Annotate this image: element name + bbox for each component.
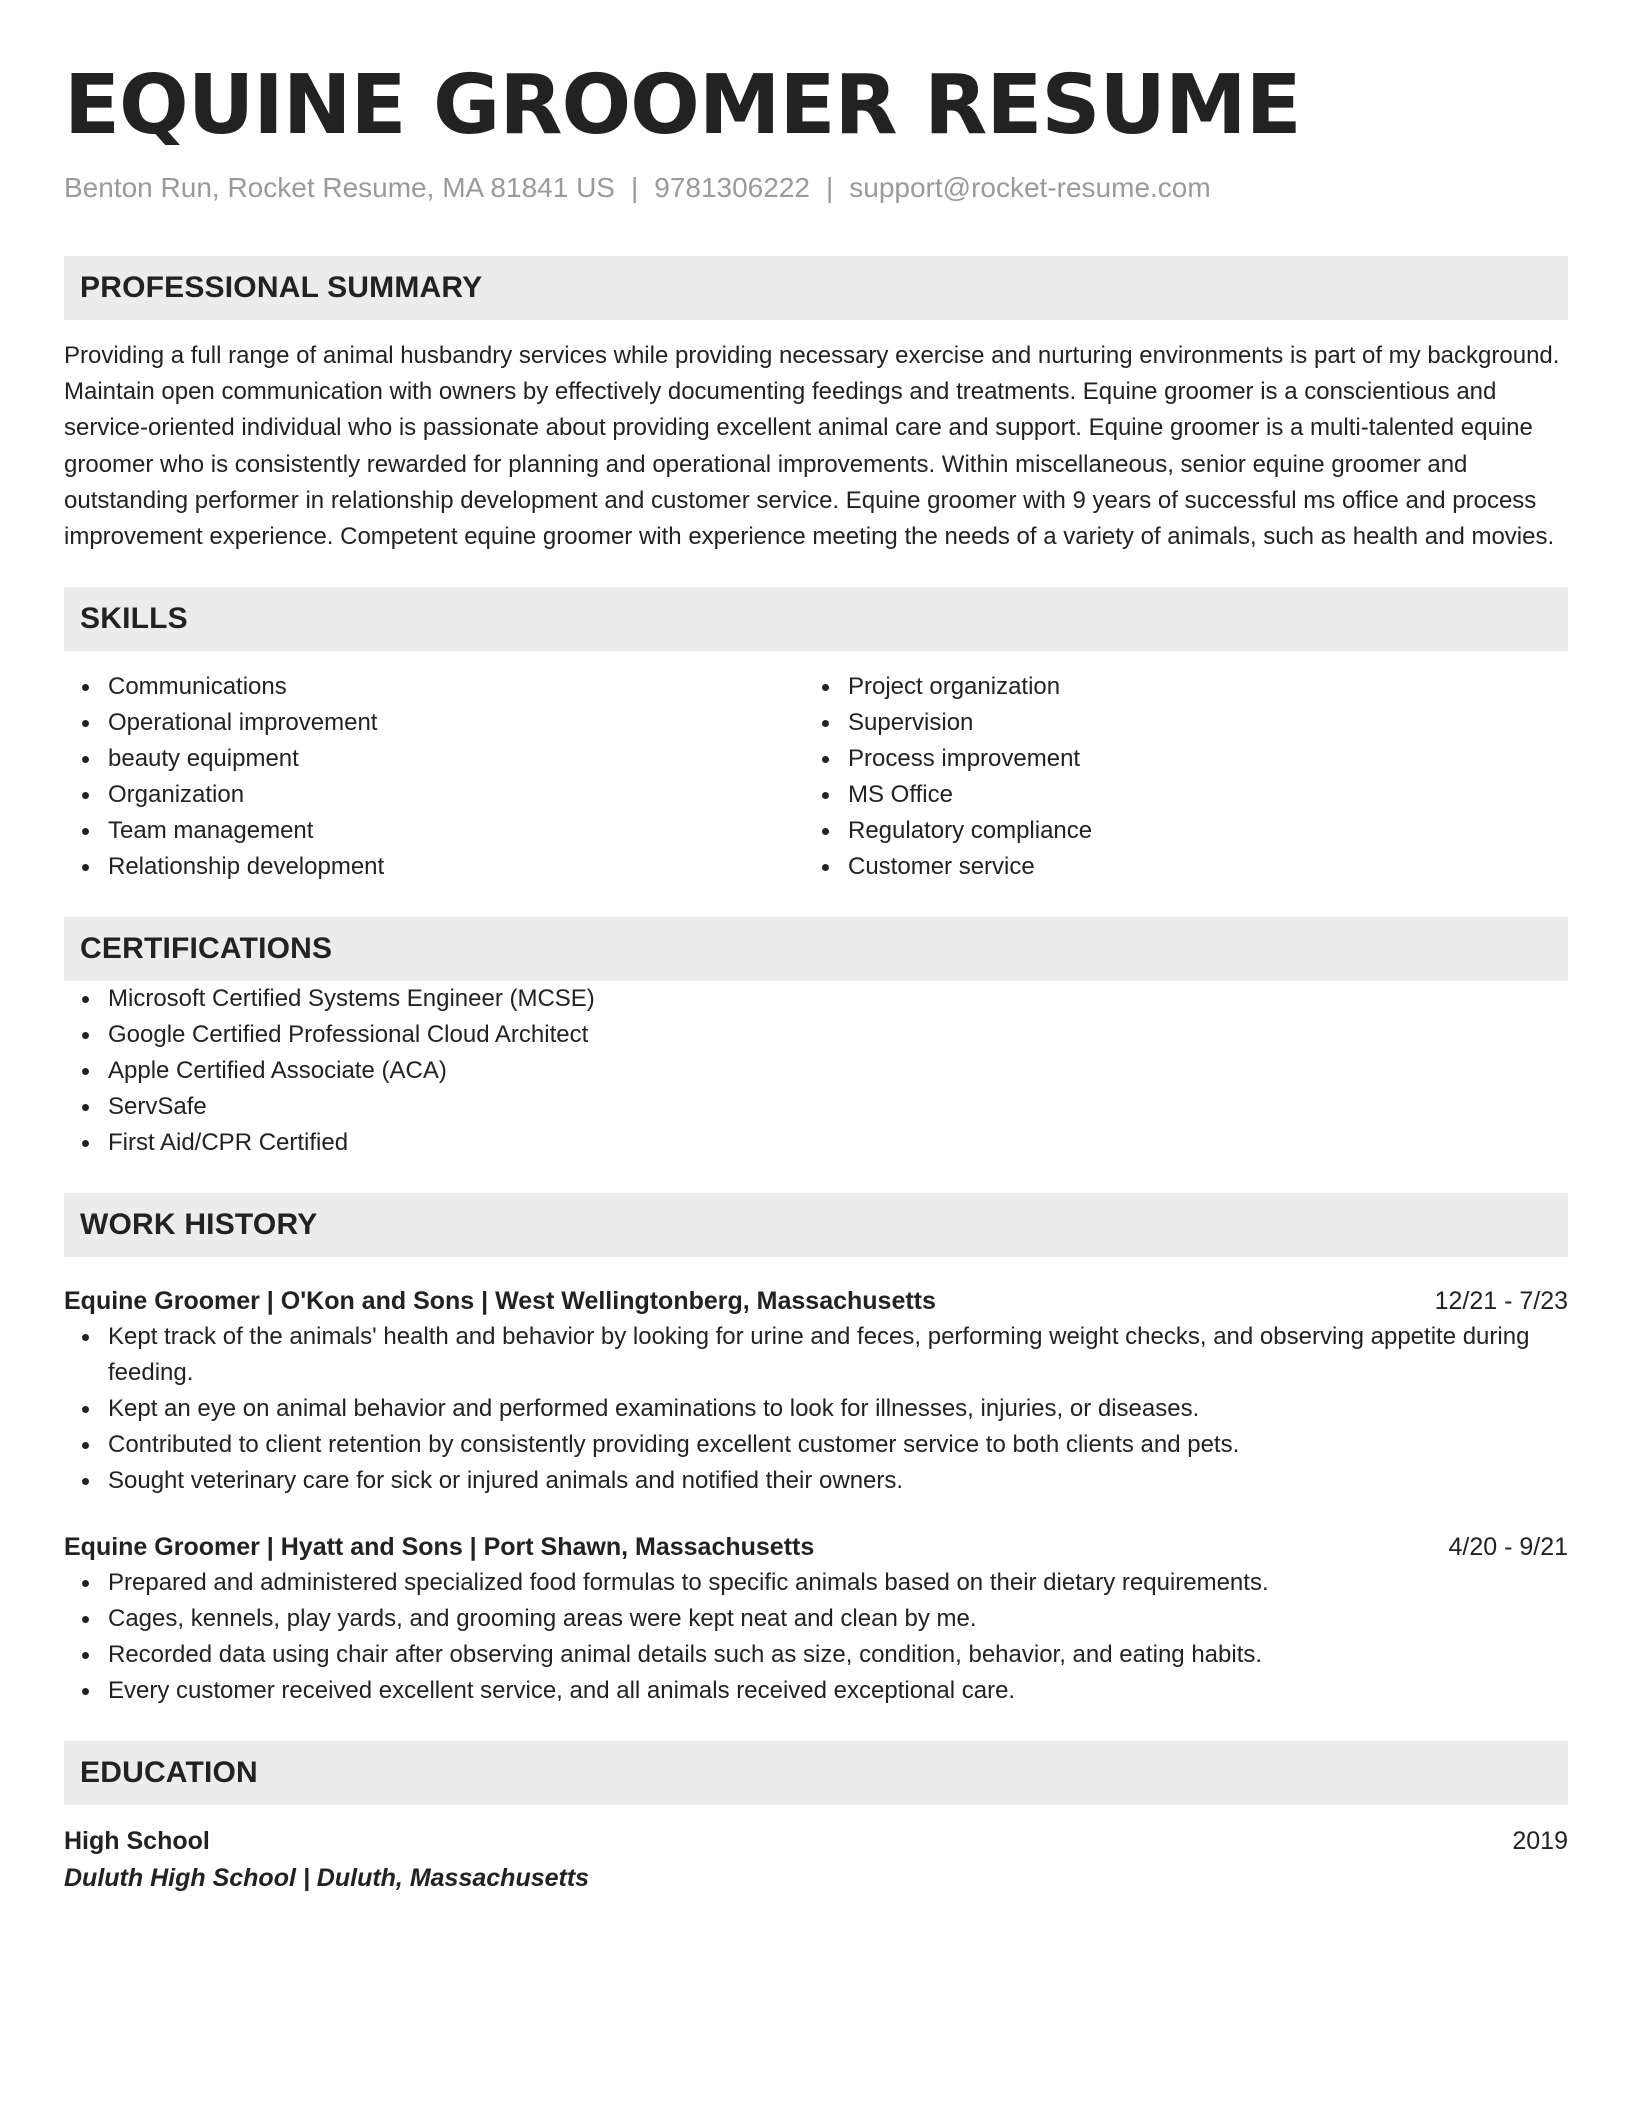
job-duty-item: Kept track of the animals' health and behavior by looking for urine and feces, performing weight checks, and observing appetite during feeding.	[64, 1319, 1568, 1391]
contact-address: Benton Run, Rocket Resume, MA 81841 US	[64, 172, 615, 203]
education-school: Duluth High School | Duluth, Massachusetts	[64, 1864, 590, 1893]
job-duty-item: Every customer received excellent service, and all animals received exceptional care.	[64, 1673, 1568, 1709]
job-duty-item: Recorded data using chair after observing animal details such as size, condition, behavior, and eating habits.	[64, 1637, 1568, 1673]
education-year: 2019	[1512, 1827, 1568, 1856]
job-duty-item: Prepared and administered specialized food formulas to specific animals based on their dietary requirements.	[64, 1565, 1568, 1601]
contact-separator: |	[630, 172, 639, 203]
skill-item: Supervision	[804, 705, 1544, 741]
section-header-summary: PROFESSIONAL SUMMARY	[64, 256, 1568, 320]
section-header-work-history: WORK HISTORY	[64, 1193, 1568, 1257]
skill-item: MS Office	[804, 777, 1544, 813]
job-header	[64, 1283, 1568, 1319]
skill-item: Relationship development	[64, 849, 804, 885]
summary-text: Providing a full range of animal husbandry services while providing necessary exercise and nurturing environments is part of my background. Maintain open communication with owners by effectively documenting feedings and treatments. Equine groomer is a conscientious and service-oriented individual who is passionate about providing excellent animal care and support. Equine groomer is a multi-talented equine groomer who is consistently rewarded for planning and operational improvements. Within miscellaneous, senior equine groomer and outstanding performer in relationship development and customer service. Equine groomer with 9 years of successful ms office and process improvement experience. Competent equine groomer with experience meeting the needs of a variety of animals, such as health and movies.	[64, 342, 1560, 551]
education-header	[64, 1823, 1568, 1860]
resume-title: EQUINE GROOMER RESUME	[64, 58, 1301, 153]
contact-email: support@rocket-resume.com	[849, 172, 1211, 203]
job-duties-list	[64, 1319, 1568, 1499]
job-duty-item: Contributed to client retention by consistently providing excellent customer service to both clients and pets.	[64, 1427, 1568, 1463]
skill-item: beauty equipment	[64, 741, 804, 777]
skill-item: Team management	[64, 813, 804, 849]
skill-item: Customer service	[804, 849, 1544, 885]
skills-column-right	[804, 669, 1544, 885]
skill-item: Operational improvement	[64, 705, 804, 741]
certification-item: ServSafe	[64, 1089, 1568, 1125]
skill-item: Organization	[64, 777, 804, 813]
section-header-education: EDUCATION	[64, 1741, 1568, 1805]
job-dates: 12/21 - 7/23	[1434, 1287, 1568, 1316]
skill-item: Regulatory compliance	[804, 813, 1544, 849]
contact-separator: |	[825, 172, 834, 203]
certification-item: Microsoft Certified Systems Engineer (MCSE)	[64, 981, 1568, 1017]
certifications-list	[64, 981, 1568, 1161]
job-duty-item: Kept an eye on animal behavior and performed examinations to look for illnesses, injuries, or diseases.	[64, 1391, 1568, 1427]
job-dates: 4/20 - 9/21	[1448, 1533, 1568, 1562]
certification-item: Apple Certified Associate (ACA)	[64, 1053, 1568, 1089]
job-duty-item: Cages, kennels, play yards, and grooming areas were kept neat and clean by me.	[64, 1601, 1568, 1637]
skills-column-left	[64, 669, 804, 885]
contact-phone: 9781306222	[654, 172, 810, 203]
skill-item: Process improvement	[804, 741, 1544, 777]
skill-item: Project organization	[804, 669, 1544, 705]
section-header-skills: SKILLS	[64, 587, 1568, 651]
section-header-certifications: CERTIFICATIONS	[64, 917, 1568, 981]
contact-line	[64, 170, 1568, 206]
education-degree: High School	[64, 1827, 210, 1856]
job-title: Equine Groomer | O'Kon and Sons | West Wellingtonberg, Massachusetts	[64, 1287, 936, 1316]
skill-item: Communications	[64, 669, 804, 705]
job-duty-item: Sought veterinary care for sick or injured animals and notified their owners.	[64, 1463, 1568, 1499]
job-duties-list	[64, 1565, 1568, 1709]
certification-item: First Aid/CPR Certified	[64, 1125, 1568, 1161]
job-title: Equine Groomer | Hyatt and Sons | Port Shawn, Massachusetts	[64, 1533, 815, 1562]
job-header	[64, 1529, 1568, 1565]
certification-item: Google Certified Professional Cloud Architect	[64, 1017, 1568, 1053]
skills-list	[64, 669, 1568, 885]
